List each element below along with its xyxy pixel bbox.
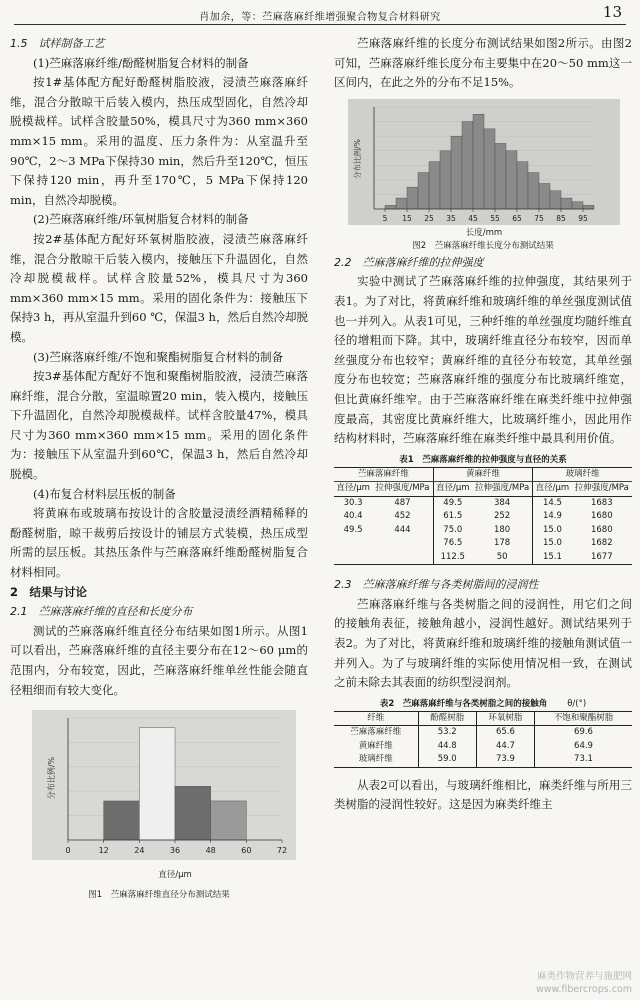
histogram-bar bbox=[550, 191, 561, 209]
table-cell: 61.5 bbox=[433, 510, 472, 524]
x-tick-label: 25 bbox=[424, 213, 434, 223]
table-cell bbox=[372, 537, 433, 551]
subsection-4-heading: (4)布复合材料层压板的制备 bbox=[33, 486, 176, 501]
table-1-subheader: 直径/μm bbox=[533, 482, 572, 497]
table-2-header: 酚醛树脂 bbox=[418, 711, 476, 726]
table-cell bbox=[372, 551, 433, 565]
table-cell: 苎麻落麻纤维 bbox=[350, 727, 402, 738]
table-1-caption: 表1 苎麻落麻纤维的拉伸强度与直径的关系 bbox=[399, 454, 567, 465]
subsection-3-heading: (3)苎麻落麻纤维/不饱和聚酯树脂复合材料的制备 bbox=[33, 349, 284, 364]
paragraph-polyester: 按3#基体配方配好不饱和聚酯树脂胶液，浸渍苎麻落麻纤维，混合分散，室温晾置20 min，装入模内，接触压下升温固化，自然冷却脱模裁样。试样含胶量47%，模具尺寸为360 mm×360 mm×15 mm。采用的固化条件为：接触压下从室温升到60℃，保温3 h，然后自然冷却脱模。 bbox=[10, 369, 308, 482]
subsection-1-heading: (1)苎麻落麻纤维/酚醛树脂复合材料的制备 bbox=[33, 55, 249, 70]
section-2-3-heading: 2.3 苎麻落麻纤维与各类树脂间的浸润性 bbox=[334, 578, 539, 592]
x-tick-label: 48 bbox=[205, 846, 216, 856]
x-tick-label: 85 bbox=[556, 213, 566, 223]
section-1-5-heading: 1.5 试样制备工艺 bbox=[10, 37, 105, 50]
paragraph-tensile: 实验中测试了苎麻落麻纤维的拉伸强度，其结果列于表1。为了对比，将黄麻纤维和玻璃纤维的单丝强度测试值也一并列入。从表1可见，三种纤维的单丝强度均随纤维直径的增粗而下降。其中，玻璃纤维直径分布较窄，因而单丝强度分布也较窄；黄麻纤维的直径分布较宽，其单丝强度分布也较宽；苎麻落麻纤维的强度分布比玻璃纤维宽，但比黄麻纤维窄。由于苎麻落麻纤维在麻类纤维中拉伸强度最高，其密度比黄麻纤维大，比玻璃纤维小，因此用作结构材料时，苎麻落麻纤维在麻类纤维中最具利用价值。 bbox=[334, 274, 632, 446]
table-1 bbox=[334, 467, 632, 566]
section-2-1-heading: 2.1 苎麻落麻纤维的直径和长度分布 bbox=[10, 605, 193, 619]
paragraph-conclusion: 从表2可以看出，与玻璃纤维相比，麻类纤维与所用三类树脂的浸润性较好。这是因为麻类纤维主 bbox=[334, 777, 632, 812]
x-tick-label: 5 bbox=[382, 213, 388, 223]
histogram-bar bbox=[429, 161, 440, 208]
table-cell: 15.1 bbox=[533, 551, 572, 565]
histogram-bar bbox=[440, 150, 451, 208]
table-1-subheader: 直径/μm bbox=[334, 482, 372, 497]
table-1-subheader: 拉伸强度/MPa bbox=[372, 482, 433, 497]
table-2 bbox=[334, 711, 632, 768]
table-cell: 玻璃纤维 bbox=[334, 753, 418, 767]
table-cell: 黄麻纤维 bbox=[358, 740, 393, 751]
subsection-2-heading: (2)苎麻落麻纤维/环氧树脂复合材料的制备 bbox=[33, 212, 249, 227]
histogram-bar bbox=[583, 205, 594, 209]
x-tick-label: 72 bbox=[276, 846, 288, 856]
x-tick-label: 95 bbox=[578, 213, 588, 223]
table-cell: 40.4 bbox=[343, 511, 363, 522]
table-row bbox=[334, 537, 632, 551]
paragraph-laminate: 将黄麻布或玻璃布按设计的含胶量浸渍经酒精稀释的酚醛树脂，晾干裁剪后按设计的铺层方式装模，热压成型所需的层压板。其热压条件与苎麻落麻纤维酚醛树脂复合材料相同。 bbox=[10, 506, 308, 580]
figure-1-caption: 图1 苎麻落麻纤维直径分布测试结果 bbox=[88, 890, 230, 901]
table-cell: 59.0 bbox=[418, 753, 476, 767]
right-column bbox=[334, 34, 632, 815]
table-1-body bbox=[334, 496, 632, 565]
table-cell: 15.0 bbox=[533, 524, 572, 538]
x-tick-label: 55 bbox=[490, 213, 500, 223]
table-1-subheader: 拉伸强度/MPa bbox=[472, 482, 533, 497]
figure-2-caption: 图2 苎麻落麻纤维长度分布测试结果 bbox=[412, 240, 554, 251]
table-row bbox=[334, 524, 632, 538]
table-cell: 1677 bbox=[572, 551, 632, 565]
left-column bbox=[10, 34, 308, 902]
x-tick-label: 0 bbox=[65, 846, 71, 856]
x-tick-label: 75 bbox=[534, 213, 544, 223]
histogram-bar bbox=[175, 787, 211, 841]
x-tick-label: 60 bbox=[241, 846, 252, 856]
x-tick-label: 65 bbox=[512, 213, 522, 223]
histogram-bar bbox=[418, 172, 429, 208]
table-cell: 384 bbox=[493, 497, 511, 508]
table-cell: 14.9 bbox=[533, 510, 572, 524]
figure-2 bbox=[334, 97, 632, 253]
histogram-bar bbox=[211, 801, 247, 840]
table-2-header: 纤维 bbox=[334, 711, 418, 726]
table-cell: 1682 bbox=[590, 538, 613, 549]
table-row bbox=[334, 740, 632, 754]
table-cell: 69.6 bbox=[535, 726, 633, 740]
table-1-group: 黄麻纤维 bbox=[433, 467, 533, 482]
histogram-bar bbox=[572, 201, 583, 208]
page-number: 13 bbox=[602, 3, 622, 21]
table-row bbox=[334, 753, 632, 767]
table-cell: 1680 bbox=[590, 524, 613, 535]
histogram-bar bbox=[385, 205, 396, 209]
table-row bbox=[334, 510, 632, 524]
histogram-bar bbox=[451, 136, 462, 209]
histogram-bar bbox=[396, 198, 407, 209]
table-cell: 14.5 bbox=[533, 496, 572, 510]
table-2-header: 不饱和聚酯树脂 bbox=[535, 711, 633, 726]
table-2-header: 环氧树脂 bbox=[476, 711, 534, 726]
figure-2-chart bbox=[334, 97, 632, 239]
histogram-bar bbox=[104, 801, 140, 840]
figure-1-chart bbox=[10, 706, 308, 884]
table-cell: 73.9 bbox=[476, 753, 534, 767]
histogram-bar bbox=[139, 728, 175, 840]
table-cell: 50 bbox=[472, 551, 533, 565]
histogram-bar bbox=[473, 114, 484, 209]
x-tick-label: 35 bbox=[446, 213, 456, 223]
running-title: 肖加余，等：苎麻落麻纤维增强聚合物复合材料研究 bbox=[199, 12, 441, 23]
table-cell: 1680 bbox=[590, 511, 613, 522]
table-cell bbox=[334, 537, 372, 551]
x-tick-label: 24 bbox=[134, 846, 145, 856]
histogram-bar bbox=[561, 198, 572, 209]
table-cell: 112.5 bbox=[433, 551, 472, 565]
running-header bbox=[14, 0, 626, 25]
histogram-bar bbox=[528, 172, 539, 208]
table-row bbox=[334, 726, 632, 740]
histogram-bar bbox=[506, 150, 517, 208]
histogram-bar bbox=[539, 183, 550, 209]
table-1-group: 苎麻落麻纤维 bbox=[334, 467, 433, 482]
table-cell: 53.2 bbox=[418, 726, 476, 740]
table-cell: 76.5 bbox=[433, 537, 472, 551]
table-row bbox=[334, 551, 632, 565]
watermark-name: 麻类作物营养与施肥网 bbox=[536, 971, 632, 982]
table-2-body bbox=[334, 726, 632, 768]
section-2-2-heading: 2.2 苎麻落麻纤维的拉伸强度 bbox=[334, 255, 484, 269]
site-watermark bbox=[536, 970, 632, 996]
table-cell: 75.0 bbox=[433, 524, 472, 538]
table-cell: 15.0 bbox=[533, 537, 572, 551]
x-axis-label: 长度/mm bbox=[465, 227, 503, 238]
table-cell: 65.6 bbox=[476, 726, 534, 740]
table-2-caption-row bbox=[334, 697, 632, 711]
table-row bbox=[334, 496, 632, 510]
table-cell bbox=[334, 551, 372, 565]
table-cell: 30.3 bbox=[343, 497, 363, 508]
histogram-bar bbox=[407, 187, 418, 209]
table-cell: 49.5 bbox=[343, 524, 363, 535]
paragraph-wetting: 苎麻落麻纤维与各类树脂之间的浸润性，用它们之间的接触角表征，接触角越小，浸润性越好。测试结果列于表2。为了对比，将黄麻纤维和玻璃纤维的接触角测试值一并列入。为了与玻璃纤维的实际使用情况相一致，在测试之前未除去其表面的纺织型浸润剂。 bbox=[334, 596, 632, 690]
watermark-url: www.fibercrops.com bbox=[535, 984, 632, 995]
table-cell: 452 bbox=[394, 511, 411, 522]
x-tick-label: 12 bbox=[98, 846, 109, 856]
paragraph-phenolic: 按1#基体配方配好酚醛树脂胶液，浸渍苎麻落麻纤维，混合分散晾干后装入模内，热压成型固化，自然冷却脱模裁样。试样含胶量50%，模具尺寸为360 mm×360 mm×15 mm。采用的温度、压力条件为：从室温升至90℃，2～3 MPa下保持30 min，然后升至120℃，恒压下保持120 min，再升至170℃，5 MPa下保持120 min，自然冷却脱模。 bbox=[10, 75, 308, 207]
table-1-subheader: 拉伸强度/MPa bbox=[572, 482, 632, 497]
x-tick-label: 15 bbox=[402, 213, 412, 223]
table-cell: 44.8 bbox=[418, 740, 476, 754]
table-cell: 64.9 bbox=[535, 740, 633, 754]
table-cell: 49.5 bbox=[433, 496, 472, 510]
section-2-heading: 2 结果与讨论 bbox=[10, 584, 88, 599]
y-axis-label: 分布比例/% bbox=[47, 757, 56, 800]
paragraph-epoxy: 按2#基体配方配好环氧树脂胶液，浸渍苎麻落麻纤维，混合分散晾干后装入模内，接触压下升温固化，自然冷却脱模裁样。试样含胶量52%，模具尺寸为360 mm×360 mm×15 mm。采用的固化条件为：接触压下保持3 h，再从室温升到60 ℃，保温3 h，然后自然冷却脱模。 bbox=[10, 231, 308, 344]
table-cell: 178 bbox=[493, 538, 511, 549]
table-1-group: 玻璃纤维 bbox=[533, 467, 632, 482]
paragraph-diameter: 测试的苎麻落麻纤维直径分布结果如图1所示。从图1可以看出，苎麻落麻纤维的直径主要分布在12～60 μm的范围内，分布较宽，因此，苎麻落麻纤维单丝性能会随直径粗细而有较大变化。 bbox=[10, 623, 308, 697]
x-tick-label: 45 bbox=[468, 213, 478, 223]
table-cell: 73.1 bbox=[535, 753, 633, 767]
figure-1 bbox=[10, 706, 308, 902]
paragraph-length: 苎麻落麻纤维的长度分布测试结果如图2所示。由图2可知，苎麻落麻纤维长度分布主要集中在20～50 mm这一区间内，在此之外的分布不足15%。 bbox=[334, 36, 632, 90]
table-2-caption: 表2 苎麻落麻纤维与各类树脂之间的接触角 bbox=[379, 698, 548, 709]
y-axis-label: 分布比例/% bbox=[353, 138, 362, 179]
histogram-bar bbox=[462, 121, 473, 208]
histogram-bar bbox=[484, 129, 495, 209]
table-cell: 180 bbox=[493, 524, 511, 535]
table-1-subheader: 直径/μm bbox=[433, 482, 472, 497]
x-axis-label: 直径/μm bbox=[158, 870, 192, 881]
table-cell: 1683 bbox=[590, 497, 613, 508]
table-2-unit: θ/(°) bbox=[567, 698, 587, 709]
histogram-bar bbox=[517, 161, 528, 208]
x-tick-label: 36 bbox=[169, 846, 181, 856]
table-cell: 487 bbox=[394, 497, 411, 508]
histogram-bar bbox=[495, 143, 506, 209]
table-cell: 252 bbox=[493, 511, 511, 522]
table-cell: 444 bbox=[394, 524, 411, 535]
table-cell: 44.7 bbox=[476, 740, 534, 754]
